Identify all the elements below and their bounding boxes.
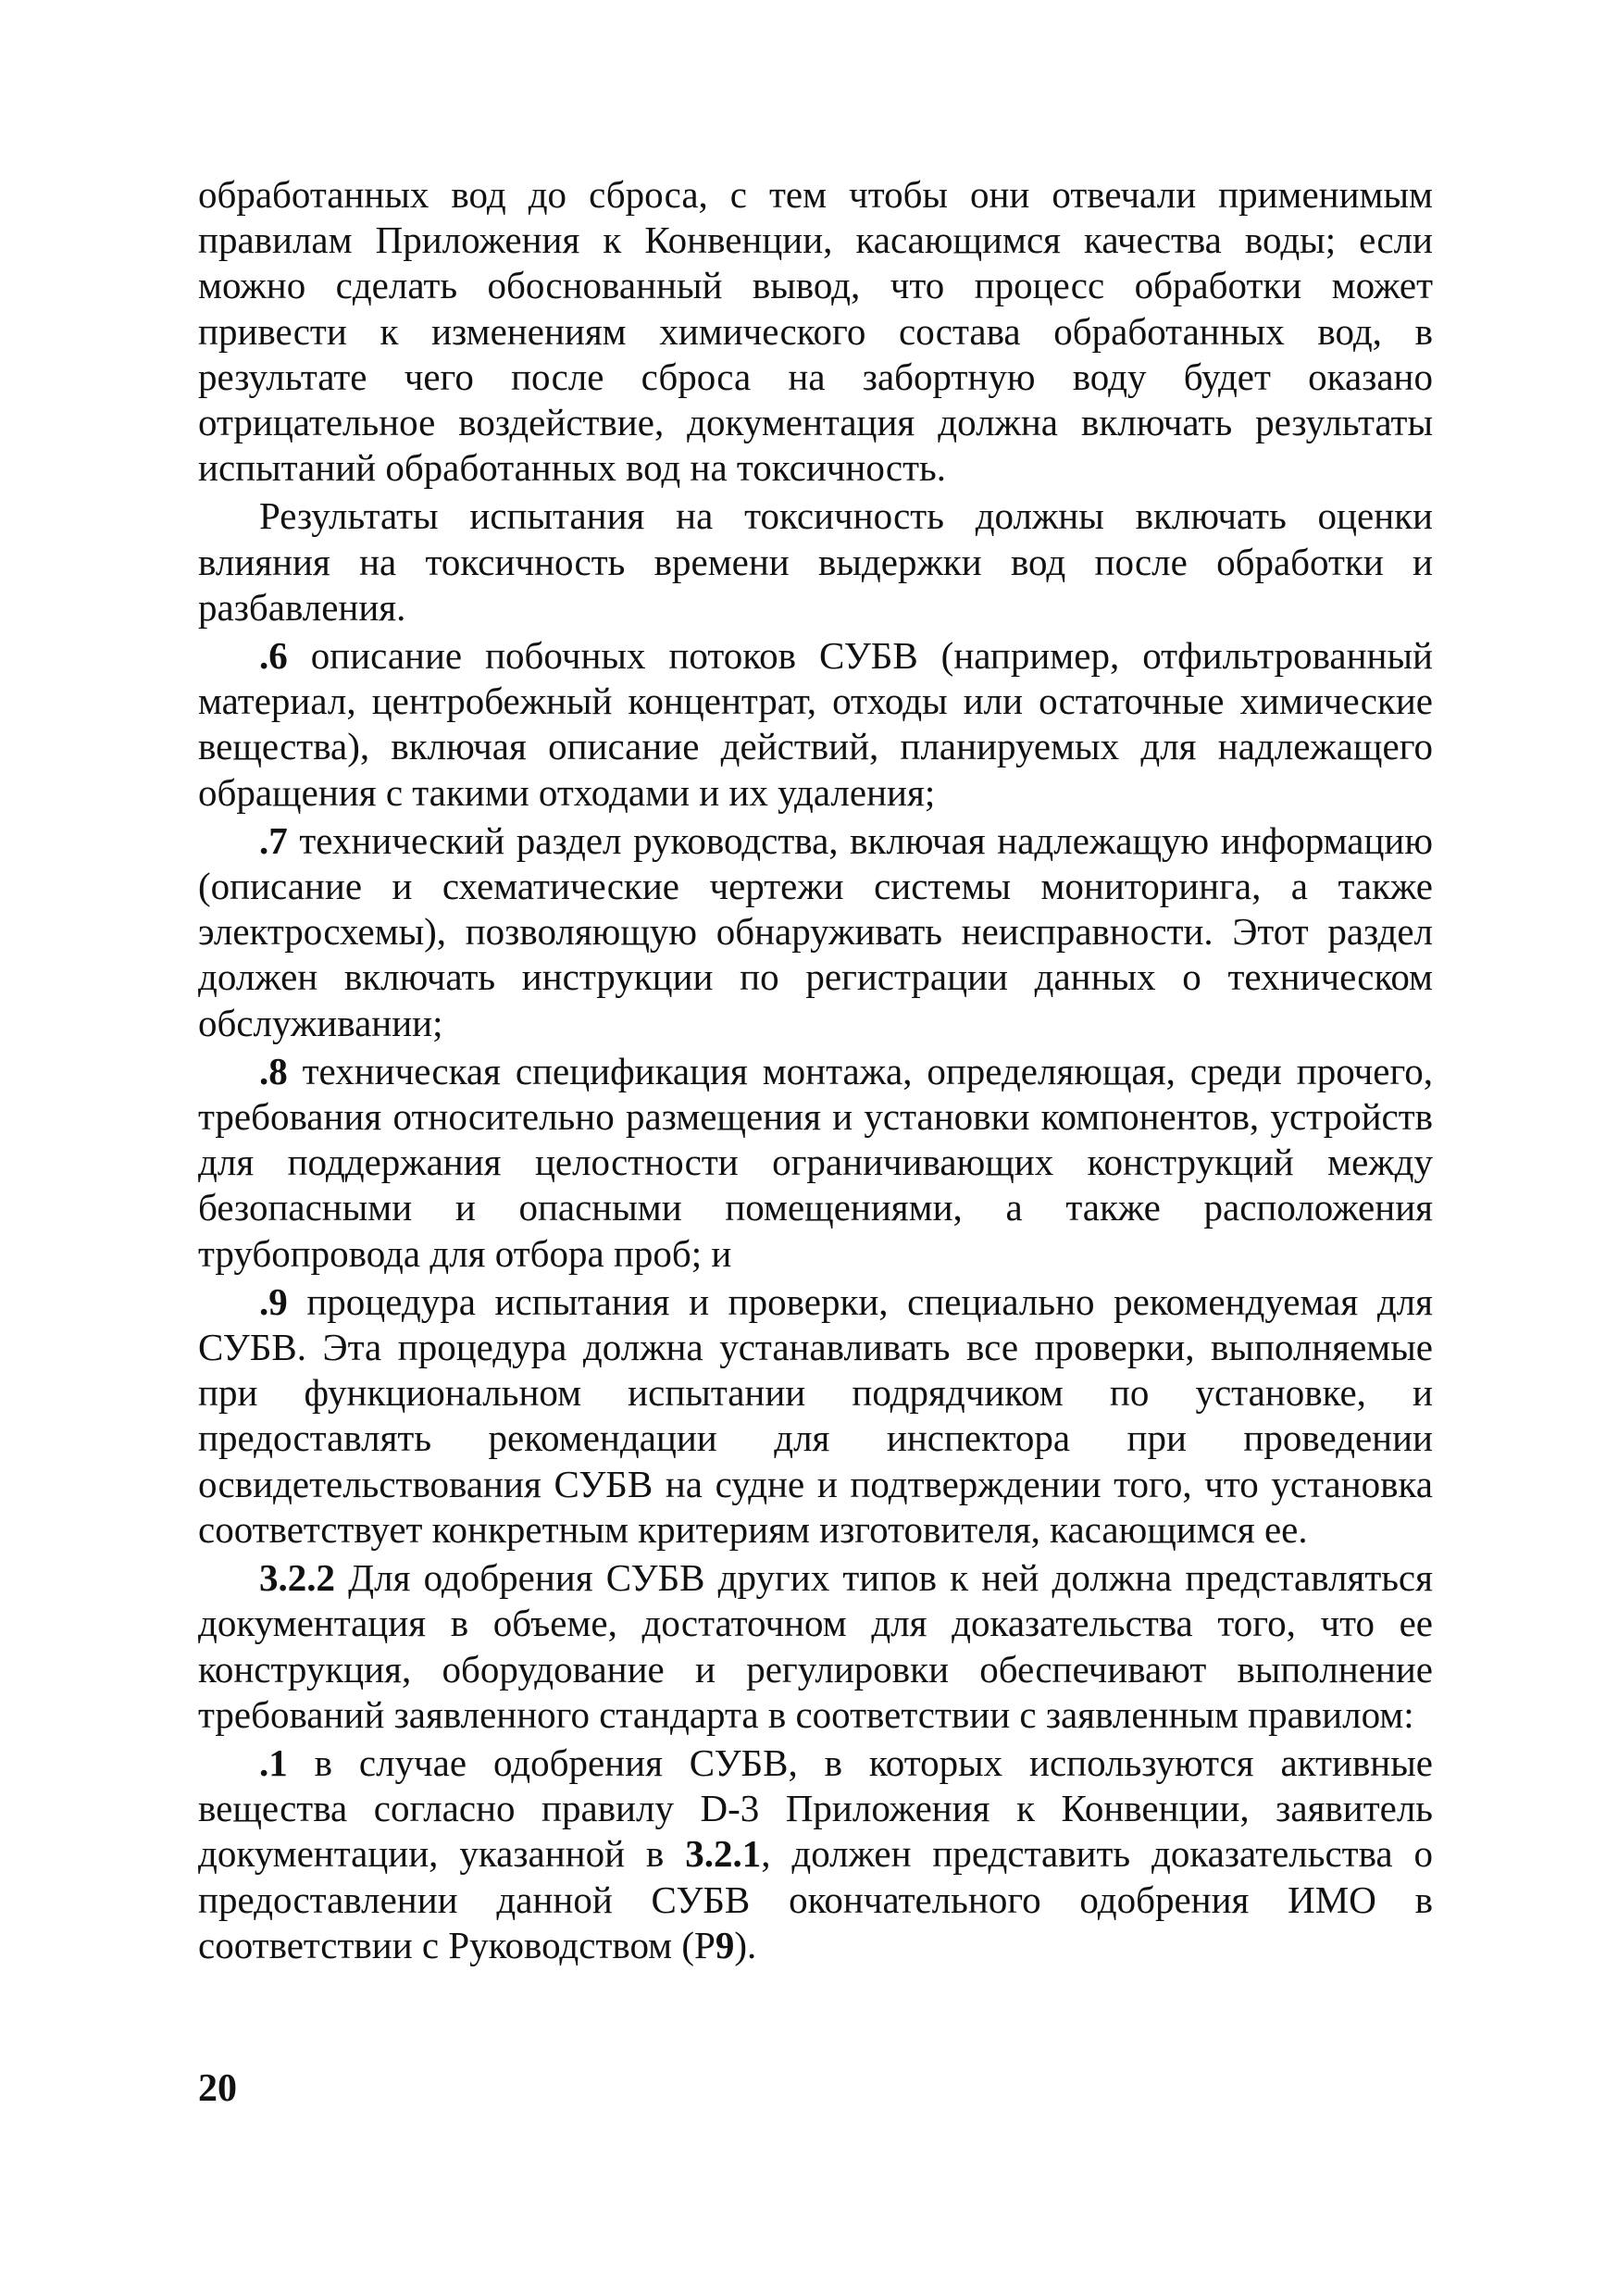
item-text: технический раздел руководства, включая надлежащую информацию (описание и схематические чертежи системы мониторинга, а также электросхемы), позволяющую обнаруживать неисправности. Этот раздел должен включать инструкции по регистрации данных о техническом обслуживании; (198, 818, 1433, 1044)
document-body (198, 172, 1433, 1971)
paragraph-continuation (198, 172, 1433, 491)
item-number: .9 (259, 1279, 288, 1323)
item-number: .8 (259, 1049, 288, 1092)
section-text: Для одобрения СУБВ других типов к ней должна представляться документация в объеме, достаточном для доказательства того, что ее конструкция, оборудование и регулировки обеспечивают выполнение требований заявленного стандарта в соответствии с заявленным правилом: (198, 1556, 1433, 1736)
paragraph-text: Результаты испытания на токсичность должны включать оценки влияния на токсичность времени выдержки вод после обработки и разбавления. (198, 494, 1433, 629)
item-text-end: ). (734, 1923, 757, 1966)
item-text-continued: , должен представить доказательства о предоставлении данной СУБВ окончательного одобрения ИМО в соответствии с Руководством (Р (198, 1832, 1433, 1966)
list-item-7 (198, 818, 1433, 1046)
list-item-6 (198, 633, 1433, 816)
cross-reference: 3.2.1 (685, 1832, 762, 1876)
item-text: техническая спецификация монтажа, определяющая, среди прочего, требования относительно размещения и установки компонентов, устройств для поддержания целостности ограничивающих конструкций между безопасными и опасными помещениями, а также расположения трубопровода для отбора проб; и (198, 1049, 1433, 1275)
section-3-2-2 (198, 1555, 1433, 1738)
guideline-reference-number: 9 (715, 1923, 735, 1966)
item-number: .6 (259, 634, 288, 678)
item-text: описание побочных потоков СУБВ (например, отфильтрованный материал, центробежный концентрат, отходы или остаточные химические вещества), включая описание действий, планируемых для надлежащего обращения с такими отходами и их удаления; (198, 634, 1433, 814)
item-number: .7 (259, 818, 288, 862)
page-number: 20 (198, 2067, 237, 2110)
item-text: в случае одобрения СУБВ, в которых используются активные вещества согласно правилу D-3 Приложения к Конвенции, заявитель документации, указанной в (198, 1741, 1433, 1876)
list-item-9 (198, 1279, 1433, 1553)
list-item-1 (198, 1741, 1433, 1968)
paragraph-text: обработанных вод до сброса, с тем чтобы они отвечали применимым правилам Приложения к Конвенции, касающимся качества воды; если можно сделать обоснованный вывод, что процесс обработки может привести к изменениям химического состава обработанных вод, в результате чего после сброса на забортную воду будет оказано отрицательное воздействие, документация должна включать результаты испытаний обработанных вод на токсичность. (198, 173, 1433, 490)
list-item-8 (198, 1049, 1433, 1277)
paragraph-toxicity-results (198, 493, 1433, 630)
section-number: 3.2.2 (259, 1556, 335, 1600)
item-number: .1 (259, 1741, 288, 1784)
item-text: процедура испытания и проверки, специально рекомендуемая для СУБВ. Эта процедура должна устанавливать все проверки, выполняемые при функциональном испытании подрядчиком по установке, и предоставлять рекомендации для инспектора при проведении освидетельствования СУБВ на судне и подтверждении того, что установка соответствует конкретным критериям изготовителя, касающимся ее. (198, 1279, 1433, 1551)
